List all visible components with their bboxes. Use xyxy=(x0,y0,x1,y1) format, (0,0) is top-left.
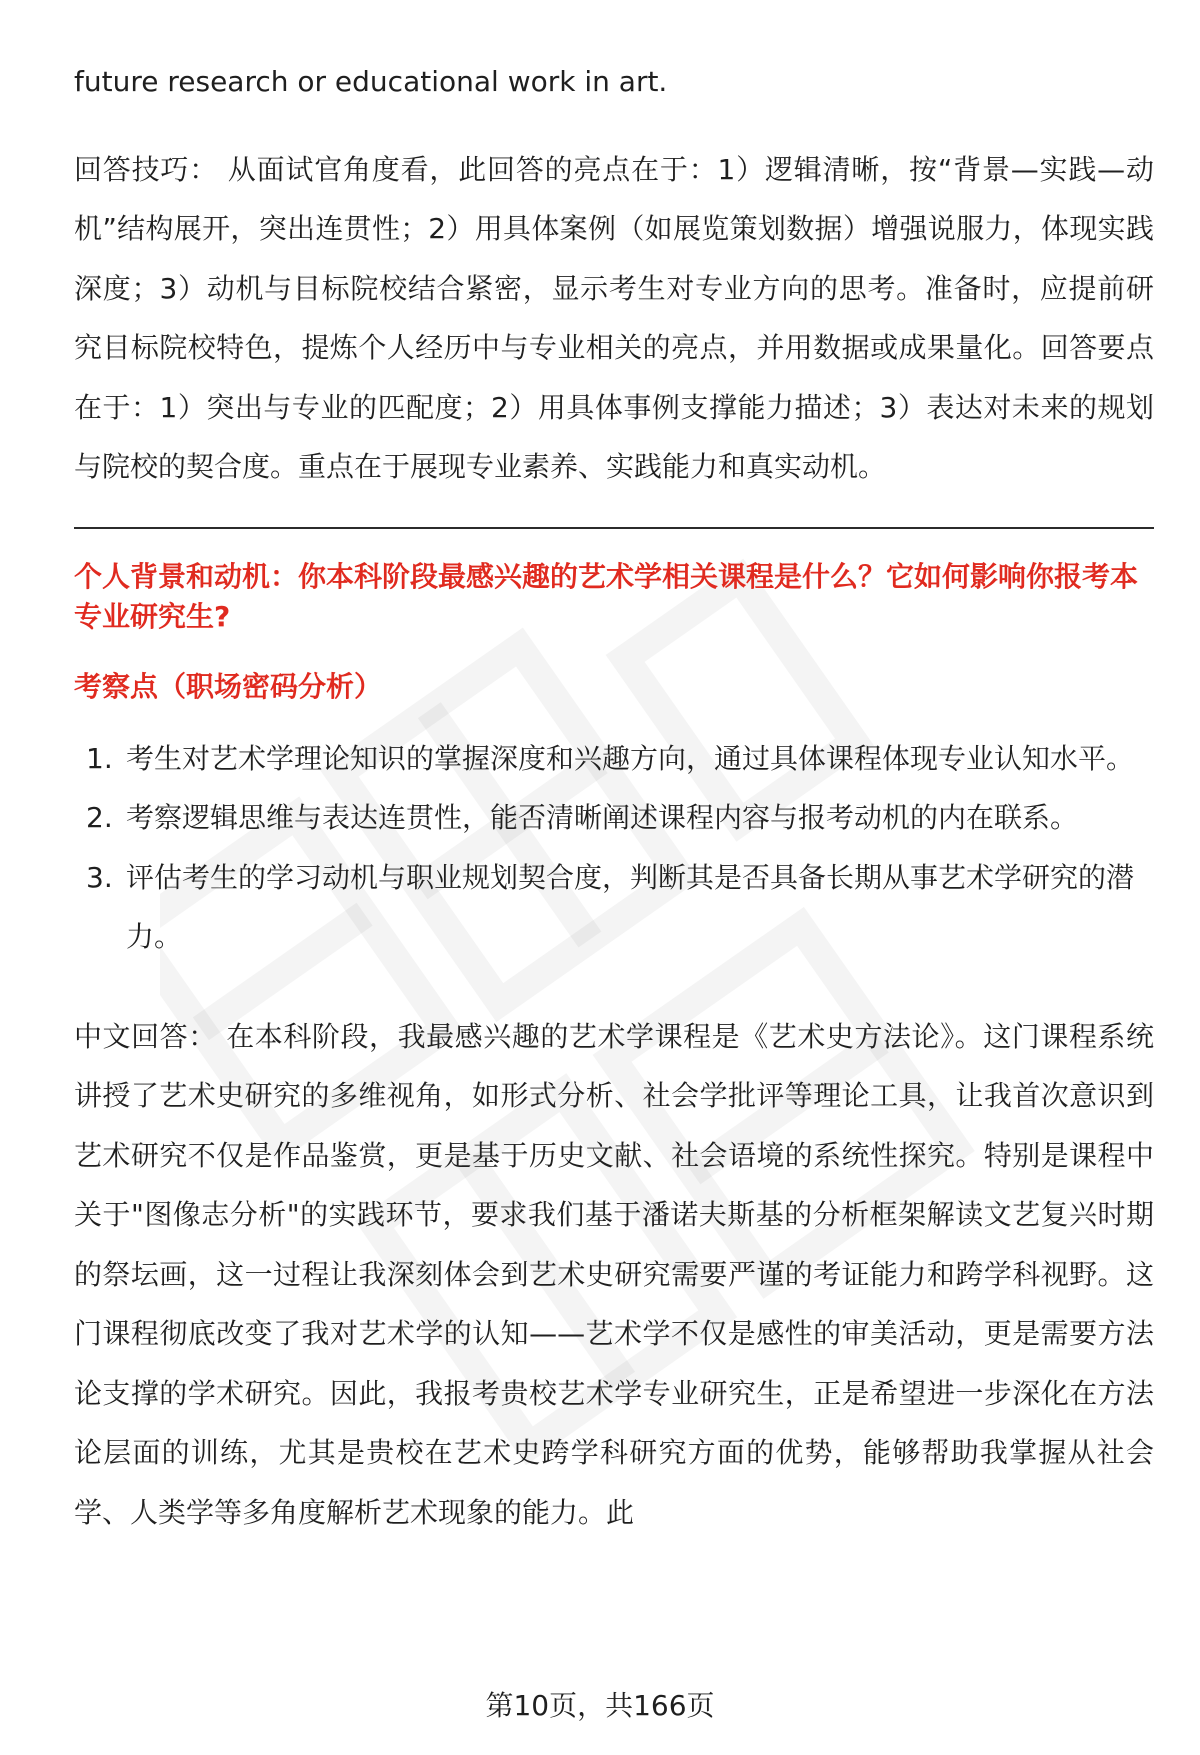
list-item-text: 考生对艺术学理论知识的掌握深度和兴趣方向，通过具体课程体现专业认知水平。 xyxy=(126,741,1135,775)
list-item xyxy=(74,848,1154,967)
list-item xyxy=(74,729,1154,789)
answer-tips-paragraph xyxy=(74,140,1154,497)
page-content xyxy=(74,52,1154,1542)
question-title: 个人背景和动机：你本科阶段最感兴趣的艺术学相关课程是什么？它如何影响你报考本专业研究生? xyxy=(74,559,1139,633)
tips-text: 从面试官角度看，此回答的亮点在于：1）逻辑清晰，按“背景—实践—动机”结构展开，突出连贯性；2）用具体案例（如展览策划数据）增强说服力，体现实践深度；3）动机与目标院校结合紧密，显示考生对专业方向的思考。准备时，应提前研究目标院校特色，提炼个人经历中与专业相关的亮点，并用数据或成果量化。回答要点在于：1）突出与专业的匹配度；2）用具体事例支撑能力描述；3）表达对未来的规划与院校的契合度。重点在于展现专业素养、实践能力和真实动机。 xyxy=(74,152,1154,483)
list-item-number: 3. xyxy=(86,860,113,894)
answer-label: 中文回答： xyxy=(74,1019,217,1053)
intro-tail-text: future research or educational work in art. xyxy=(74,65,668,98)
chinese-answer-paragraph xyxy=(74,1007,1154,1543)
analysis-points-list xyxy=(74,729,1154,967)
list-item-text: 评估考生的学习动机与职业规划契合度，判断其是否具备长期从事艺术学研究的潜力。 xyxy=(126,860,1135,953)
tips-label: 回答技巧： xyxy=(74,152,219,186)
list-item-number: 1. xyxy=(86,741,113,775)
list-item-number: 2. xyxy=(86,801,113,834)
list-item xyxy=(74,788,1154,848)
analysis-subtitle: 考察点（职场密码分析） xyxy=(74,669,383,703)
answer-text: 在本科阶段，我最感兴趣的艺术学课程是《艺术史方法论》。这门课程系统讲授了艺术史研究的多维视角，如形式分析、社会学批评等理论工具，让我首次意识到艺术研究不仅是作品鉴赏，更是基于历史文献、社会语境的系统性探究。特别是课程中关于"图像志分析"的实践环节，要求我们基于潘诺夫斯基的分析框架解读文艺复兴时期的祭坛画，这一过程让我深刻体会到艺术史研究需要严谨的考证能力和跨学科视野。这门课程彻底改变了我对艺术学的认知——艺术学不仅是感性的审美活动，更是需要方法论支撑的学术研究。因此，我报考贵校艺术学专业研究生，正是希望进一步深化在方法论层面的训练，尤其是贵校在艺术史跨学科研究方面的优势，能够帮助我掌握从社会学、人类学等多角度解析艺术现象的能力。此 xyxy=(74,1019,1154,1529)
list-item-text: 考察逻辑思维与表达连贯性，能否清晰阐述课程内容与报考动机的内在联系。 xyxy=(126,801,1079,834)
section-divider xyxy=(74,527,1154,529)
page-number-footer: 第10页，共166页 xyxy=(485,1689,715,1722)
